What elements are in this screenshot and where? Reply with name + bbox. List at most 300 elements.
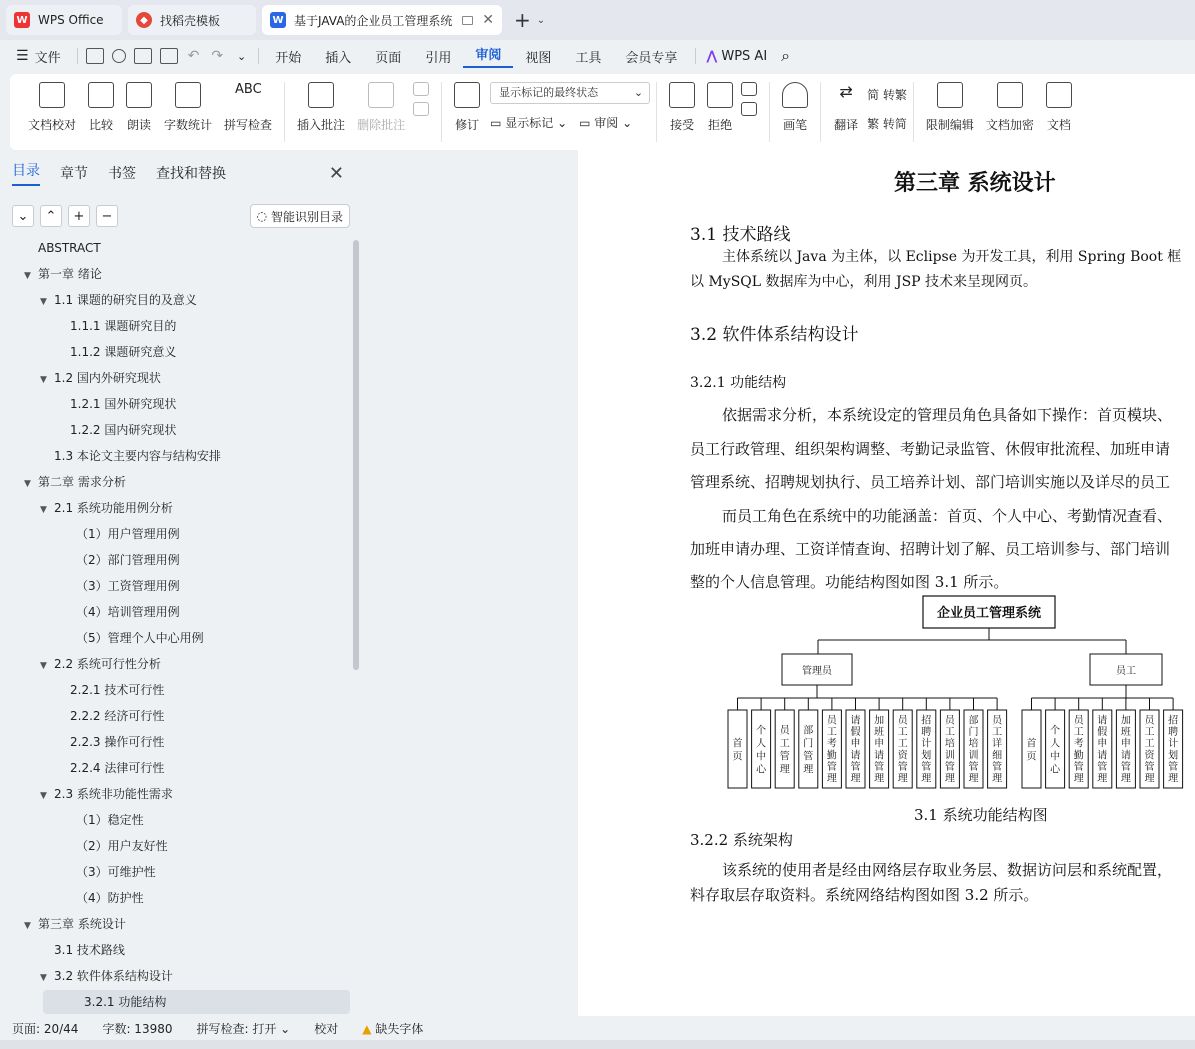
figure-caption: 3.1 系统功能结构图 bbox=[914, 806, 1048, 824]
staff-leaf-char: 勤 bbox=[1073, 750, 1084, 762]
encrypt-button[interactable] bbox=[986, 82, 1034, 133]
divider bbox=[441, 82, 442, 142]
staff-leaf-char: 计 bbox=[1168, 738, 1179, 750]
divider bbox=[656, 82, 657, 142]
staff-leaf-char: 工 bbox=[1144, 727, 1155, 738]
toc-item[interactable] bbox=[56, 756, 164, 780]
expand-arrow-icon[interactable]: ▼ bbox=[24, 271, 31, 281]
admin-leaf-char: 管 bbox=[826, 762, 837, 773]
print-preview-icon[interactable] bbox=[160, 48, 178, 64]
scrollbar[interactable] bbox=[353, 240, 359, 670]
button-label: 插入批注 bbox=[297, 118, 346, 132]
button-label: 拼写检查 bbox=[224, 118, 273, 132]
admin-leaf-char: 心 bbox=[756, 764, 767, 776]
button-label: 翻译 bbox=[834, 118, 859, 132]
prev-comment-icon bbox=[413, 82, 429, 96]
staff-leaf-char: 管 bbox=[1168, 762, 1179, 773]
admin-leaf-char: 理 bbox=[968, 773, 979, 785]
button-label: 字数统计 bbox=[164, 118, 213, 132]
admin-leaf-char: 申 bbox=[874, 738, 885, 750]
staff-leaf-char: 管 bbox=[1144, 762, 1155, 773]
tab-label: WPS Office bbox=[38, 13, 104, 27]
read-aloud-button[interactable] bbox=[126, 82, 152, 133]
toc-item[interactable] bbox=[62, 808, 144, 832]
next-comment-icon bbox=[413, 102, 429, 116]
paragraph: 加班申请办理、工资详情查询、招聘计划了解、员工培训参与、部门培训 bbox=[690, 540, 1171, 558]
toc-item-label: 第三章 系统设计 bbox=[38, 917, 126, 931]
next-change-icon bbox=[741, 102, 757, 116]
admin-leaf-char: 资 bbox=[897, 750, 908, 762]
toc-item-label: 2.2.2 经济可行性 bbox=[70, 709, 165, 723]
comment-nav[interactable] bbox=[413, 82, 429, 116]
staff-leaf-char: 划 bbox=[1168, 750, 1179, 762]
spell-check-button[interactable] bbox=[224, 82, 272, 133]
menu-wps-ai[interactable]: WPS AI bbox=[721, 48, 768, 64]
admin-leaf-char: 员 bbox=[897, 715, 908, 727]
hamburger-icon[interactable]: ☰ bbox=[16, 48, 29, 64]
staff-leaf-char: 管 bbox=[1097, 762, 1108, 773]
paragraph: 依据需求分析，本系统设定的管理员角色具备如下操作：首页模块、 bbox=[722, 406, 1173, 424]
toc-item-label: （5）管理个人中心用例 bbox=[76, 631, 204, 645]
markup-select[interactable]: 显示标记的最终状态 ⌄ bbox=[490, 82, 650, 104]
staff-leaf-char: 中 bbox=[1050, 751, 1061, 763]
admin-leaf-char: 员 bbox=[944, 715, 955, 727]
menu-member[interactable]: 会员专享 bbox=[625, 50, 678, 66]
admin-leaf-char: 工 bbox=[992, 727, 1003, 738]
button-label: 朗读 bbox=[127, 118, 152, 132]
status-label: 缺失字体 bbox=[375, 1021, 424, 1036]
admin-leaf-char: 考 bbox=[826, 738, 837, 750]
staff-leaf-char: 员 bbox=[1144, 715, 1155, 727]
nav-tabs bbox=[0, 150, 362, 196]
admin-leaf-char: 理 bbox=[944, 773, 955, 785]
spell-check-icon: ABC bbox=[235, 82, 262, 97]
staff-leaf-char: 资 bbox=[1144, 750, 1155, 762]
staff-leaf-char: 加 bbox=[1120, 715, 1131, 727]
missing-font-status[interactable] bbox=[350, 1020, 435, 1037]
collapse-icon[interactable]: ⌄ bbox=[12, 205, 34, 227]
accept-icon bbox=[669, 82, 695, 108]
button-label: 删除批注 bbox=[357, 118, 406, 132]
admin-leaf-char: 请 bbox=[874, 750, 885, 762]
close-icon[interactable]: ✕ bbox=[328, 162, 344, 184]
toc-item-label: （3）工资管理用例 bbox=[76, 579, 180, 593]
toc-item[interactable] bbox=[56, 392, 176, 416]
button-label: 文档校对 bbox=[28, 118, 77, 132]
translate-icon: ⇄ bbox=[839, 82, 853, 101]
admin-leaf-char: 工 bbox=[897, 727, 908, 738]
spell-check-status[interactable]: 拼写检查: 打开 ⌄ bbox=[196, 1021, 291, 1036]
paragraph: 主体系统以 Java 为主体，以 Eclipse 为开发工具，利用 Spring Boot 框 bbox=[722, 249, 1182, 265]
expand-arrow-icon[interactable]: ▼ bbox=[40, 297, 47, 307]
admin-leaf-char: 管 bbox=[968, 762, 979, 773]
admin-leaf-char: 计 bbox=[921, 738, 932, 750]
toc-item-label: ABSTRACT bbox=[38, 241, 101, 255]
button-label: 拒绝 bbox=[708, 118, 733, 132]
tab-bar bbox=[0, 0, 1195, 40]
toc-item-label: 2.2.1 技术可行性 bbox=[70, 683, 165, 697]
proofread-status[interactable]: 校对 bbox=[314, 1021, 339, 1036]
tab-label: 基于JAVA的企业员工管理系统 bbox=[294, 13, 453, 28]
paragraph: 而员工角色在系统中的功能涵盖：首页、个人中心、考勤情况查看、 bbox=[722, 507, 1173, 525]
tab-template[interactable] bbox=[128, 5, 256, 35]
toc-item-label: 3.1 技术路线 bbox=[54, 943, 125, 957]
heading-3-1: 3.1 技术路线 bbox=[690, 225, 791, 245]
print-icon[interactable] bbox=[134, 48, 152, 64]
admin-leaf-char: 门 bbox=[968, 727, 979, 738]
save-icon[interactable] bbox=[86, 48, 104, 64]
staff-leaf-char: 理 bbox=[1097, 773, 1108, 785]
expand-arrow-icon[interactable]: ▼ bbox=[24, 921, 31, 931]
review-pane-button[interactable]: ▭ 审阅 ⌄ bbox=[579, 116, 633, 130]
admin-leaf-char: 理 bbox=[897, 773, 908, 785]
page-gutter bbox=[362, 150, 578, 1016]
staff-leaf-char: 首 bbox=[1026, 738, 1037, 750]
compare-button[interactable] bbox=[88, 82, 114, 133]
admin-leaf-char: 理 bbox=[992, 773, 1003, 785]
button-label: 修订 bbox=[455, 118, 480, 132]
admin-leaf-char: 理 bbox=[850, 773, 861, 785]
expand-arrow-icon[interactable]: ▼ bbox=[40, 375, 47, 385]
toc-item-label: （4）培训管理用例 bbox=[76, 605, 180, 619]
staff-leaf-char: 请 bbox=[1120, 750, 1131, 762]
toc-item-label: 3.2.1 功能结构 bbox=[84, 995, 167, 1009]
button-label: 文档 bbox=[1046, 118, 1071, 132]
proofread-button[interactable] bbox=[28, 82, 76, 133]
staff-leaf-char: 考 bbox=[1073, 738, 1084, 750]
menu-insert[interactable]: 插入 bbox=[325, 50, 352, 66]
admin-leaf-char: 管 bbox=[874, 762, 885, 773]
admin-leaf-char: 人 bbox=[756, 738, 767, 750]
doc-icon bbox=[1046, 82, 1072, 108]
staff-leaf-char: 工 bbox=[1144, 738, 1155, 750]
menu-start[interactable]: 开始 bbox=[275, 50, 302, 66]
heading-3-2-1: 3.2.1 功能结构 bbox=[690, 375, 787, 391]
paragraph: 该系统的使用者是经由网络层存取业务层、数据访问层和系统配置， bbox=[722, 861, 1173, 879]
menu-tools[interactable]: 工具 bbox=[575, 50, 602, 66]
redo-icon[interactable]: ↷ bbox=[211, 48, 224, 64]
admin-leaf-char: 页 bbox=[732, 751, 743, 763]
toc-item-label: 1.1 课题的研究目的及意义 bbox=[54, 293, 197, 307]
toc-item-label: （1）用户管理用例 bbox=[76, 527, 180, 541]
toc-toolbar bbox=[0, 196, 362, 236]
staff-leaf-char: 申 bbox=[1097, 738, 1108, 750]
button-label: 限制编辑 bbox=[925, 118, 974, 132]
toc-item-label: 1.1.2 课题研究意义 bbox=[70, 345, 177, 359]
search-icon[interactable]: ⌕ bbox=[781, 46, 791, 65]
toc-item-label: （2）用户友好性 bbox=[76, 839, 168, 853]
paragraph: 员工行政管理、组织架构调整、考勤记录监管、休假审批流程、加班申请 bbox=[690, 440, 1171, 458]
tab-label: 找稻壳模板 bbox=[160, 13, 221, 28]
insert-comment-button[interactable] bbox=[297, 82, 345, 133]
toc-item[interactable] bbox=[40, 964, 173, 988]
markup-state: 显示标记的最终状态 bbox=[499, 86, 599, 99]
delete-comment-button[interactable] bbox=[357, 82, 405, 133]
admin-leaf-char: 管 bbox=[992, 762, 1003, 773]
admin-leaf-char: 员 bbox=[992, 715, 1003, 727]
heading-3-2-2: 3.2.2 系统架构 bbox=[690, 831, 793, 849]
paragraph: 料存取层存取资料。系统网络结构图如图 3.2 所示。 bbox=[690, 886, 1039, 904]
staff-leaf-char: 个 bbox=[1050, 725, 1061, 737]
more-chevron-icon[interactable]: ⌄ bbox=[237, 49, 247, 63]
taskbar-strip bbox=[0, 1040, 1195, 1049]
divider bbox=[913, 82, 914, 142]
toc-item[interactable] bbox=[40, 782, 173, 806]
staff-leaf-char: 聘 bbox=[1168, 727, 1179, 738]
admin-leaf-char: 理 bbox=[874, 773, 885, 785]
show-markup-button[interactable]: ▭ 显示标记 ⌄ bbox=[490, 116, 568, 130]
word-count[interactable]: 字数: 13980 bbox=[102, 1021, 173, 1036]
admin-leaf-char: 门 bbox=[803, 738, 814, 750]
wps-ai-icon: ⋀ bbox=[706, 48, 718, 64]
toc-item[interactable] bbox=[62, 522, 180, 546]
staff-leaf-char: 理 bbox=[1120, 773, 1131, 785]
staff-leaf-char: 申 bbox=[1120, 738, 1131, 750]
toc-item-label: 第一章 绪论 bbox=[38, 267, 102, 281]
admin-leaf-char: 管 bbox=[803, 751, 814, 763]
admin-leaf-char: 培 bbox=[968, 738, 979, 750]
button-label: 画笔 bbox=[783, 118, 808, 132]
prev-change-icon bbox=[741, 82, 757, 96]
admin-leaf-char: 聘 bbox=[921, 727, 932, 738]
toc-item-label: 2.3 系统非功能性需求 bbox=[54, 787, 173, 801]
expand-arrow-icon[interactable]: ▼ bbox=[40, 791, 47, 801]
add-icon[interactable]: + bbox=[68, 205, 90, 227]
toc-item[interactable] bbox=[24, 912, 126, 936]
menu-bar bbox=[0, 40, 1195, 72]
toc-item-label: 2.2.3 操作可行性 bbox=[70, 735, 165, 749]
toc-item[interactable] bbox=[40, 444, 221, 468]
staff-leaf-char: 班 bbox=[1120, 727, 1131, 738]
change-nav[interactable] bbox=[741, 82, 757, 116]
word-count-button[interactable] bbox=[164, 82, 212, 133]
pen-button[interactable] bbox=[782, 82, 808, 133]
toc-item-label: 1.1.1 课题研究目的 bbox=[70, 319, 177, 333]
button-label: 显示标记 bbox=[505, 116, 554, 130]
admin-leaf-char: 工 bbox=[779, 738, 790, 750]
close-icon[interactable]: ✕ bbox=[482, 12, 494, 28]
pen-icon bbox=[782, 82, 808, 108]
paragraph: 以 MySQL 数据库为中心，利用 JSP 技术来呈现网页。 bbox=[690, 274, 1038, 290]
staff-leaf-char: 请 bbox=[1097, 750, 1108, 762]
admin-leaf-char: 勤 bbox=[826, 750, 837, 762]
reject-button[interactable] bbox=[707, 82, 733, 133]
function-structure-diagram bbox=[578, 592, 1195, 802]
toc-item[interactable] bbox=[62, 600, 180, 624]
divider bbox=[284, 82, 285, 142]
toc-item[interactable] bbox=[24, 240, 101, 260]
tab-bookmark[interactable]: 书签 bbox=[108, 166, 136, 182]
warning-icon: ▲ bbox=[362, 1021, 372, 1036]
staff-leaf-char: 请 bbox=[1097, 715, 1108, 727]
admin-leaf-char: 假 bbox=[850, 727, 861, 738]
toc-item[interactable] bbox=[62, 548, 180, 572]
staff-leaf-char: 招 bbox=[1168, 715, 1179, 727]
tab-wps-office[interactable] bbox=[6, 5, 122, 35]
smart-toc-button[interactable] bbox=[250, 204, 351, 228]
expand-arrow-icon[interactable]: ▼ bbox=[40, 973, 47, 983]
paragraph: 管理系统、招聘规划执行、员工培养计划、部门培训实施以及详尽的员工 bbox=[690, 473, 1171, 491]
toc-item[interactable] bbox=[43, 990, 350, 1014]
toc-item-label: 2.1 系统功能用例分析 bbox=[54, 501, 173, 515]
staff-leaf-char: 人 bbox=[1050, 738, 1061, 750]
monitor-icon[interactable] bbox=[462, 16, 473, 25]
toc-item-label: 1.2.2 国内研究现状 bbox=[70, 423, 177, 437]
admin-leaf-char: 加 bbox=[874, 715, 885, 727]
toc-item[interactable] bbox=[62, 834, 168, 858]
expand-arrow-icon[interactable]: ▼ bbox=[40, 505, 47, 515]
toc-item[interactable] bbox=[40, 288, 197, 312]
admin-leaf-char: 首 bbox=[732, 738, 743, 750]
toc-item-label: 1.2 国内外研究现状 bbox=[54, 371, 161, 385]
accept-button[interactable] bbox=[669, 82, 695, 133]
tab-find-replace[interactable]: 查找和替换 bbox=[156, 166, 226, 182]
admin-leaf-char: 管 bbox=[897, 762, 908, 773]
button-label: 智能识别目录 bbox=[270, 209, 343, 224]
admin-leaf-char: 部 bbox=[803, 725, 814, 737]
share-icon[interactable] bbox=[112, 49, 126, 63]
toc-item-label: （1）稳定性 bbox=[76, 813, 144, 827]
toc-item[interactable] bbox=[62, 886, 144, 910]
word-count-icon bbox=[175, 82, 201, 108]
tab-document[interactable] bbox=[262, 5, 502, 35]
toc-item[interactable] bbox=[62, 860, 156, 884]
restrict-edit-button[interactable] bbox=[926, 82, 974, 133]
toc-item[interactable] bbox=[62, 574, 180, 598]
admin-leaf-char: 细 bbox=[992, 750, 1003, 762]
toc-item[interactable] bbox=[24, 262, 102, 286]
proofread-icon bbox=[39, 82, 65, 108]
word-doc-icon: W bbox=[270, 12, 286, 28]
admin-leaf-char: 管 bbox=[850, 762, 861, 773]
admin-leaf-char: 训 bbox=[968, 750, 979, 762]
admin-leaf-char: 员 bbox=[779, 725, 790, 737]
menu-page[interactable]: 页面 bbox=[375, 50, 402, 66]
staff-leaf-char: 页 bbox=[1026, 751, 1037, 763]
toc-item[interactable] bbox=[56, 340, 176, 364]
admin-leaf-char: 理 bbox=[803, 764, 814, 776]
toc-item[interactable] bbox=[56, 678, 164, 702]
admin-leaf-char: 请 bbox=[850, 750, 861, 762]
button-label: 接受 bbox=[670, 118, 695, 132]
comment-add-icon bbox=[308, 82, 334, 108]
convert-group bbox=[867, 82, 907, 132]
page-indicator[interactable]: 页面: 20/44 bbox=[12, 1021, 79, 1036]
staff-leaf-char: 工 bbox=[1073, 727, 1084, 738]
admin-leaf-char: 个 bbox=[756, 725, 767, 737]
toc-item-label: 第二章 需求分析 bbox=[38, 475, 126, 489]
read-aloud-icon bbox=[126, 82, 152, 108]
toc-item[interactable] bbox=[56, 704, 164, 728]
document-page[interactable] bbox=[578, 150, 1195, 1016]
menu-reference[interactable]: 引用 bbox=[425, 50, 452, 66]
root-label: 企业员工管理系统 bbox=[936, 606, 1042, 621]
admin-leaf-char: 理 bbox=[921, 773, 932, 785]
admin-leaf-char: 管 bbox=[921, 762, 932, 773]
toc-item[interactable] bbox=[24, 470, 126, 494]
staff-leaf-char: 理 bbox=[1168, 773, 1179, 785]
expand-icon[interactable]: ⌃ bbox=[40, 205, 62, 227]
admin-leaf-char: 训 bbox=[944, 750, 955, 762]
admin-leaf-char: 中 bbox=[756, 751, 767, 763]
heading-3-2: 3.2 软件体系结构设计 bbox=[690, 325, 859, 345]
tab-toc[interactable]: 目录 bbox=[12, 160, 40, 186]
admin-leaf-char: 管 bbox=[779, 751, 790, 763]
toc-item-label: 2.2 系统可行性分析 bbox=[54, 657, 161, 671]
admin-leaf-char: 管 bbox=[944, 762, 955, 773]
chevron-down-icon[interactable]: ⌄ bbox=[536, 14, 546, 26]
compare-icon bbox=[88, 82, 114, 108]
toc-item-label: 3.2 软件体系结构设计 bbox=[54, 969, 173, 983]
ribbon-toolbar bbox=[10, 74, 1195, 150]
remove-icon[interactable]: − bbox=[96, 205, 118, 227]
menu-review[interactable]: 审阅 bbox=[463, 44, 513, 68]
toc-item[interactable] bbox=[40, 652, 161, 676]
toc-item[interactable] bbox=[56, 730, 164, 754]
toc-item-label: （3）可维护性 bbox=[76, 865, 156, 879]
translate-button[interactable] bbox=[833, 82, 859, 133]
admin-leaf-char: 工 bbox=[944, 727, 955, 738]
toc-item[interactable] bbox=[40, 938, 125, 962]
admin-leaf-char: 工 bbox=[826, 727, 837, 738]
docer-icon: ◆ bbox=[136, 12, 152, 28]
tab-chapter[interactable]: 章节 bbox=[60, 166, 88, 182]
smart-icon: ◌ bbox=[256, 209, 267, 223]
lock-doc-icon bbox=[937, 82, 963, 108]
button-label: 比较 bbox=[89, 118, 114, 132]
undo-icon[interactable]: ↶ bbox=[187, 48, 200, 64]
toc-item-label: 1.2.1 国外研究现状 bbox=[70, 397, 177, 411]
expand-arrow-icon[interactable]: ▼ bbox=[24, 479, 31, 489]
staff-label: 员工 bbox=[1116, 666, 1136, 677]
markup-group bbox=[490, 82, 650, 131]
admin-leaf-char: 招 bbox=[921, 715, 932, 727]
status-label: 拼写检查: 打开 bbox=[196, 1021, 277, 1036]
staff-leaf-char: 假 bbox=[1097, 727, 1108, 738]
toc-item[interactable] bbox=[56, 314, 176, 338]
divider bbox=[820, 82, 821, 142]
admin-leaf-char: 详 bbox=[992, 738, 1003, 750]
menu-view[interactable]: 视图 bbox=[525, 50, 552, 66]
staff-leaf-char: 管 bbox=[1073, 762, 1084, 773]
to-traditional-button[interactable]: 简 转繁 bbox=[867, 88, 907, 102]
toc-item-label: 2.2.4 法律可行性 bbox=[70, 761, 165, 775]
admin-leaf-char: 申 bbox=[850, 738, 861, 750]
toc-item[interactable] bbox=[62, 626, 204, 650]
admin-leaf-char: 理 bbox=[779, 764, 790, 776]
track-changes-button[interactable] bbox=[454, 82, 480, 133]
expand-arrow-icon[interactable]: ▼ bbox=[40, 661, 47, 671]
admin-leaf-char: 部 bbox=[968, 715, 979, 727]
track-changes-icon bbox=[454, 82, 480, 108]
divider bbox=[769, 82, 770, 142]
admin-leaf-char: 工 bbox=[897, 738, 908, 750]
toc-item[interactable] bbox=[40, 496, 173, 520]
toc-item[interactable] bbox=[40, 366, 161, 390]
menu-file[interactable]: 文件 bbox=[34, 50, 61, 66]
to-simplified-button[interactable]: 繁 转简 bbox=[867, 117, 907, 131]
admin-label: 管理员 bbox=[802, 666, 832, 677]
paragraph: 整的个人信息管理。功能结构图如图 3.1 所示。 bbox=[690, 573, 1009, 591]
staff-leaf-char: 理 bbox=[1073, 773, 1084, 785]
comment-delete-icon bbox=[368, 82, 394, 108]
admin-leaf-char: 员 bbox=[826, 715, 837, 727]
staff-leaf-char: 员 bbox=[1073, 715, 1084, 727]
admin-leaf-char: 培 bbox=[944, 738, 955, 750]
doc-more-button[interactable] bbox=[1046, 82, 1072, 133]
new-tab-icon[interactable]: + bbox=[514, 8, 531, 32]
toc-item[interactable] bbox=[56, 418, 176, 442]
